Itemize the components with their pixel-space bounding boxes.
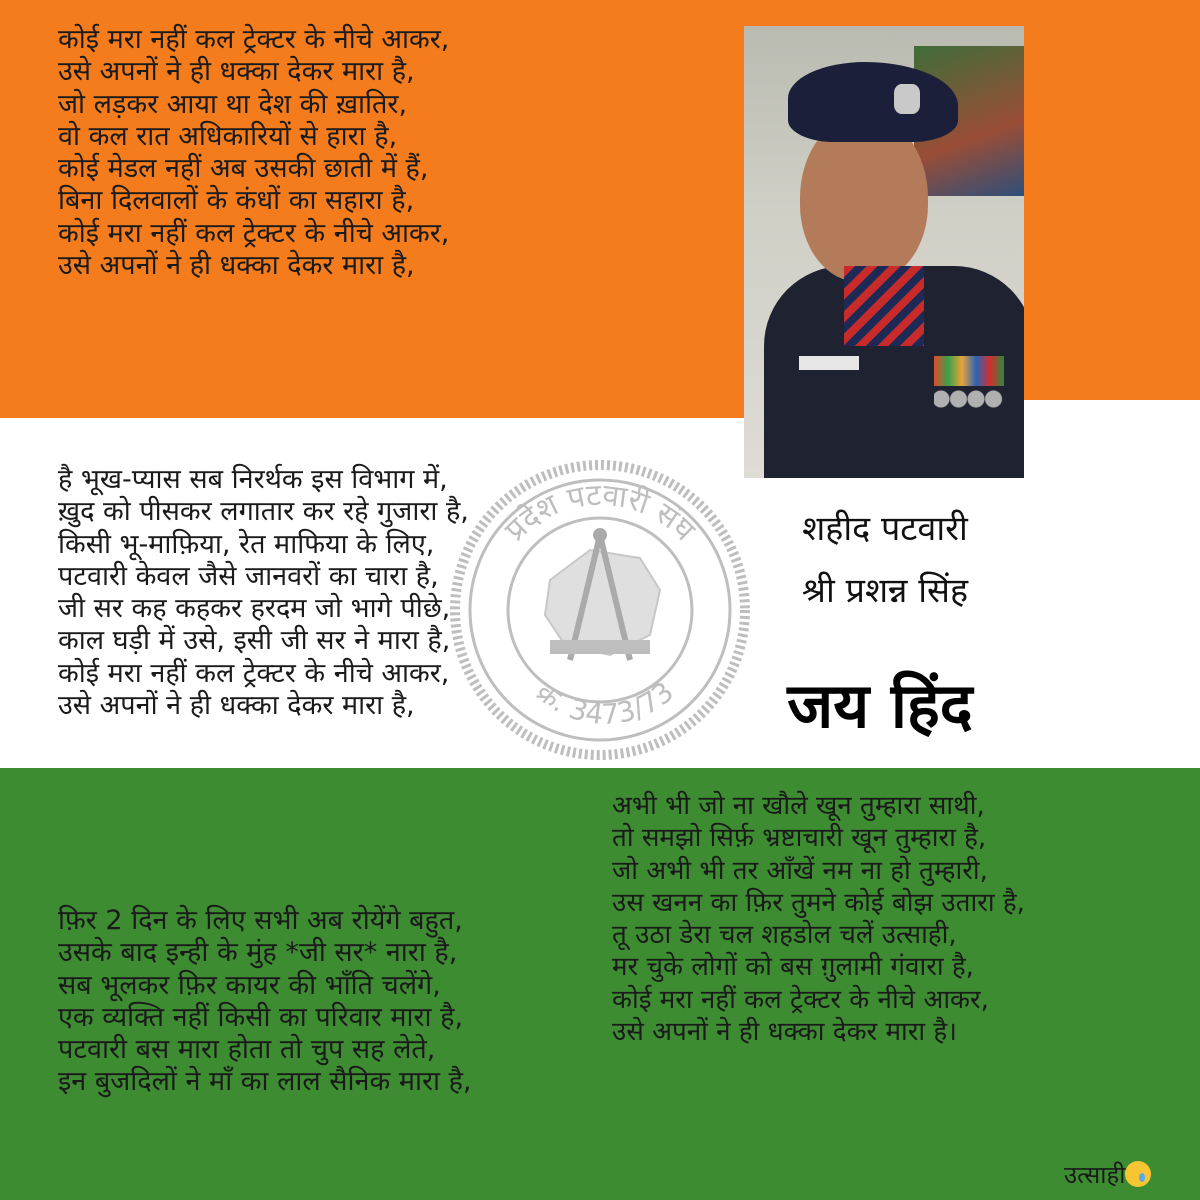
poem-line: अभी भी जो ना खौले खून तुम्हारा साथी, bbox=[612, 791, 985, 821]
tribute-caption-name: श्री प्रशन्न सिंह bbox=[801, 571, 969, 611]
poem-line: कोई मरा नहीं कल ट्रेक्टर के नीचे आकर, bbox=[612, 984, 989, 1015]
poem-line: इन बुजदिलों ने माँ का लाल सैनिक मारा है, bbox=[58, 1066, 472, 1098]
author-signature bbox=[1064, 1158, 1151, 1191]
medals bbox=[934, 388, 1004, 410]
seal-arc-text: प्रदेश पटवारी संघ bbox=[498, 477, 702, 549]
poem-line: जो लड़कर आया था देश की ख़ातिर, bbox=[58, 88, 408, 120]
poem-line: उसे अपनों ने ही धक्का देकर मारा है, bbox=[58, 250, 415, 282]
svg-text:क्र. 3473/73 bbox=[530, 675, 680, 731]
poem-stanza-bottom-right bbox=[612, 790, 1025, 1048]
poem-line: जी सर कह कहकर हरदम जो भागे पीछे, bbox=[58, 593, 451, 625]
poem-line: एक व्यक्ति नहीं किसी का परिवार मारा है, bbox=[58, 1001, 464, 1033]
poem-line: ख़ुद को पीसकर लगातार कर रहे गुजारा है, bbox=[58, 496, 469, 528]
soldier-portrait-photo bbox=[744, 26, 1024, 478]
poem-stanza-top bbox=[58, 24, 449, 282]
seal-registration-number: क्र. 3473/73 bbox=[529, 674, 681, 732]
poem-line: सब भूलकर फ़िर कायर की भाँति चलेंगे, bbox=[58, 969, 441, 1001]
poem-line: तू उठा डेरा चल शहडोल चलें उत्साही, bbox=[612, 920, 957, 951]
poem-line: कोई मरा नहीं कल ट्रेक्टर के नीचे आकर, bbox=[58, 24, 450, 55]
poem-stanza-bottom-left bbox=[58, 905, 472, 1099]
poem-line: मर चुके लोगों को बस ग़ुलामी गंवारा है, bbox=[612, 952, 974, 983]
poem-line: पटवारी केवल जैसे जानवरों का चारा है, bbox=[58, 560, 439, 592]
poem-stanza-middle bbox=[58, 464, 469, 722]
poem-line: तो समझो सिर्फ़ भ्रष्टाचारी खून तुम्हारा है, bbox=[612, 823, 987, 854]
signature-text: उत्साही bbox=[1064, 1161, 1126, 1189]
poem-line: उसके बाद इन्ही के मुंह *जी सर* नारा है, bbox=[58, 937, 458, 969]
poem-line: पटवारी बस मारा होता तो चुप सह लेते, bbox=[58, 1034, 436, 1066]
poem-line: कोई मरा नहीं कल ट्रेक्टर के नीचे आकर, bbox=[58, 217, 450, 249]
poem-line: उसे अपनों ने ही धक्का देकर मारा है, bbox=[58, 56, 415, 88]
tribute-caption-title: शहीद पटवारी bbox=[802, 509, 968, 549]
state-map-icon bbox=[545, 550, 660, 655]
poem-line: उस खनन का फ़िर तुमने कोई बोझ उतारा है, bbox=[612, 887, 1025, 918]
poem-line: कोई मेडल नहीं अब उसकी छाती में हैं, bbox=[58, 153, 429, 185]
cap-badge-icon bbox=[894, 84, 920, 114]
poem-line: उसे अपनों ने ही धक्का देकर मारा है। bbox=[612, 1017, 958, 1048]
poem-line: वो कल रात अधिकारियों से हारा है, bbox=[58, 120, 398, 152]
poem-line: उसे अपनों ने ही धक्का देकर मारा है, bbox=[58, 690, 415, 722]
poem-line: कोई मरा नहीं कल ट्रेक्टर के नीचे आकर, bbox=[58, 657, 450, 689]
poem-line: जो अभी भी तर आँखें नम ना हो तुम्हारी, bbox=[612, 855, 988, 886]
poem-line: काल घड़ी में उसे, इसी जी सर ने मारा है, bbox=[58, 625, 451, 657]
jai-hind-slogan: जय हिंद bbox=[787, 669, 973, 742]
medal-ribbons bbox=[934, 356, 1004, 386]
poem-line: फ़िर 2 दिन के लिए सभी अब रोयेंगे बहुत, bbox=[58, 905, 463, 936]
poem-line: बिना दिलवालों के कंधों का सहारा है, bbox=[58, 185, 415, 217]
poem-line: किसी भू-माफ़िया, रेत माफिया के लिए, bbox=[58, 528, 435, 560]
crying-face-icon bbox=[1125, 1161, 1151, 1187]
poem-line: है भूख-प्यास सब निरर्थक इस विभाग में, bbox=[58, 464, 448, 495]
